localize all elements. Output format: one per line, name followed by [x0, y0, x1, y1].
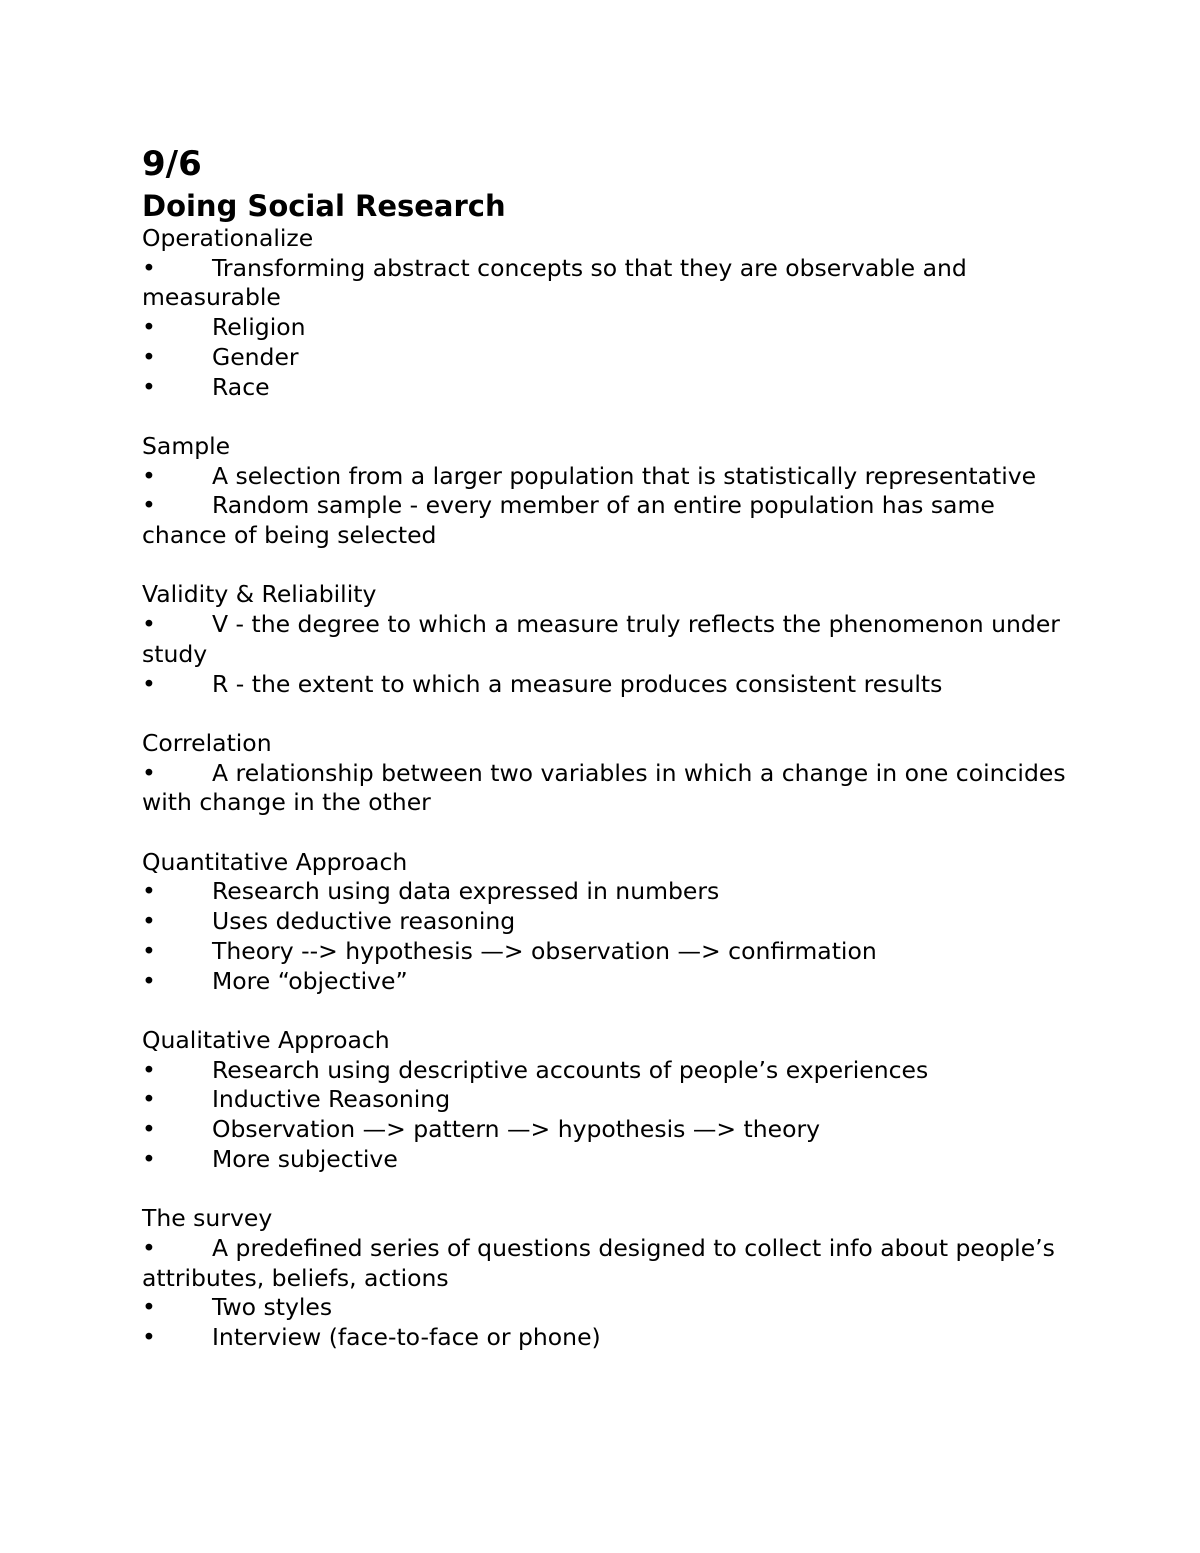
bullet-item — [142, 937, 1072, 967]
bullet-icon: • — [142, 610, 156, 639]
section-quantitative-approach — [142, 848, 1072, 997]
section-qualitative-approach — [142, 1026, 1072, 1175]
bullet-text: A relationship between two variables in which a change in one coincides with change in the other — [142, 758, 1066, 817]
bullet-text: Uses deductive reasoning — [212, 907, 516, 936]
bullet-item — [142, 759, 1072, 818]
section-heading: Quantitative Approach — [142, 847, 408, 876]
bullet-icon: • — [142, 372, 156, 401]
section-heading: The survey — [142, 1204, 273, 1233]
bullet-icon: • — [142, 1085, 156, 1114]
bullet-icon: • — [142, 1233, 156, 1262]
section-heading: Qualitative Approach — [142, 1025, 390, 1054]
bullet-item — [142, 1056, 1072, 1086]
bullet-text: Random sample - every member of an entire population has same chance of being selected — [142, 491, 995, 550]
bullet-item — [142, 373, 1072, 403]
bullet-item — [142, 907, 1072, 937]
bullet-icon: • — [142, 966, 156, 995]
bullet-text: Two styles — [212, 1293, 333, 1322]
bullet-item — [142, 491, 1072, 550]
section-heading: Sample — [142, 431, 231, 460]
bullet-icon: • — [142, 669, 156, 698]
bullet-item — [142, 1234, 1072, 1293]
bullet-icon: • — [142, 1144, 156, 1173]
bullet-text: Research using descriptive accounts of people’s experiences — [212, 1055, 929, 1084]
bullet-text: Observation —> pattern —> hypothesis —> theory — [212, 1115, 821, 1144]
section-operationalize — [142, 224, 1072, 402]
bullet-text: Gender — [212, 342, 299, 371]
section-the-survey — [142, 1204, 1072, 1353]
bullet-icon: • — [142, 1055, 156, 1084]
bullet-text: Interview (face-to-face or phone) — [212, 1322, 601, 1351]
bullet-item — [142, 1323, 1072, 1353]
section-heading: Validity & Reliability — [142, 580, 377, 609]
bullet-item — [142, 313, 1072, 343]
bullet-item — [142, 1145, 1072, 1175]
bullet-icon: • — [142, 1293, 156, 1322]
bullet-item — [142, 462, 1072, 492]
bullet-text: Race — [212, 372, 270, 401]
bullet-text: A selection from a larger population that is statistically representative — [212, 461, 1037, 490]
section-sample — [142, 432, 1072, 551]
bullet-item — [142, 967, 1072, 997]
bullet-icon: • — [142, 877, 156, 906]
bullet-icon: • — [142, 342, 156, 371]
bullet-item — [142, 610, 1072, 669]
bullet-icon: • — [142, 907, 156, 936]
bullet-text: Research using data expressed in numbers — [212, 877, 720, 906]
bullet-icon: • — [142, 461, 156, 490]
bullet-text: More subjective — [212, 1144, 398, 1173]
bullet-text: Inductive Reasoning — [212, 1085, 451, 1114]
bullet-item — [142, 1085, 1072, 1115]
bullet-text: R - the extent to which a measure produces consistent results — [212, 669, 943, 698]
section-validity-reliability — [142, 580, 1072, 699]
bullet-text: Theory --> hypothesis —> observation —> confirmation — [212, 936, 877, 965]
section-heading: Operationalize — [142, 224, 314, 252]
note-date: 9/6 — [142, 144, 202, 184]
bullet-item — [142, 254, 1072, 313]
notes-content — [142, 146, 1072, 1382]
bullet-item — [142, 877, 1072, 907]
bullet-text: Religion — [212, 313, 306, 342]
bullet-icon: • — [142, 758, 156, 787]
section-heading: Correlation — [142, 728, 272, 757]
bullet-text: More “objective” — [212, 966, 408, 995]
bullet-icon: • — [142, 1322, 156, 1351]
bullet-text: V - the degree to which a measure truly reflects the phenomenon under study — [142, 610, 1060, 668]
bullet-icon: • — [142, 313, 156, 342]
note-title: Doing Social Research — [142, 189, 506, 223]
bullet-item — [142, 1115, 1072, 1145]
bullet-icon: • — [142, 1115, 156, 1144]
section-correlation — [142, 729, 1072, 818]
bullet-text: Transforming abstract concepts so that they are observable and measurable — [142, 253, 967, 312]
bullet-icon: • — [142, 491, 156, 520]
bullet-item — [142, 343, 1072, 373]
bullet-text: A predefined series of questions designed to collect info about people’s attributes, beliefs, actions — [142, 1233, 1055, 1292]
bullet-icon: • — [142, 253, 156, 282]
bullet-icon: • — [142, 936, 156, 965]
bullet-item — [142, 670, 1072, 700]
bullet-item — [142, 1293, 1072, 1323]
